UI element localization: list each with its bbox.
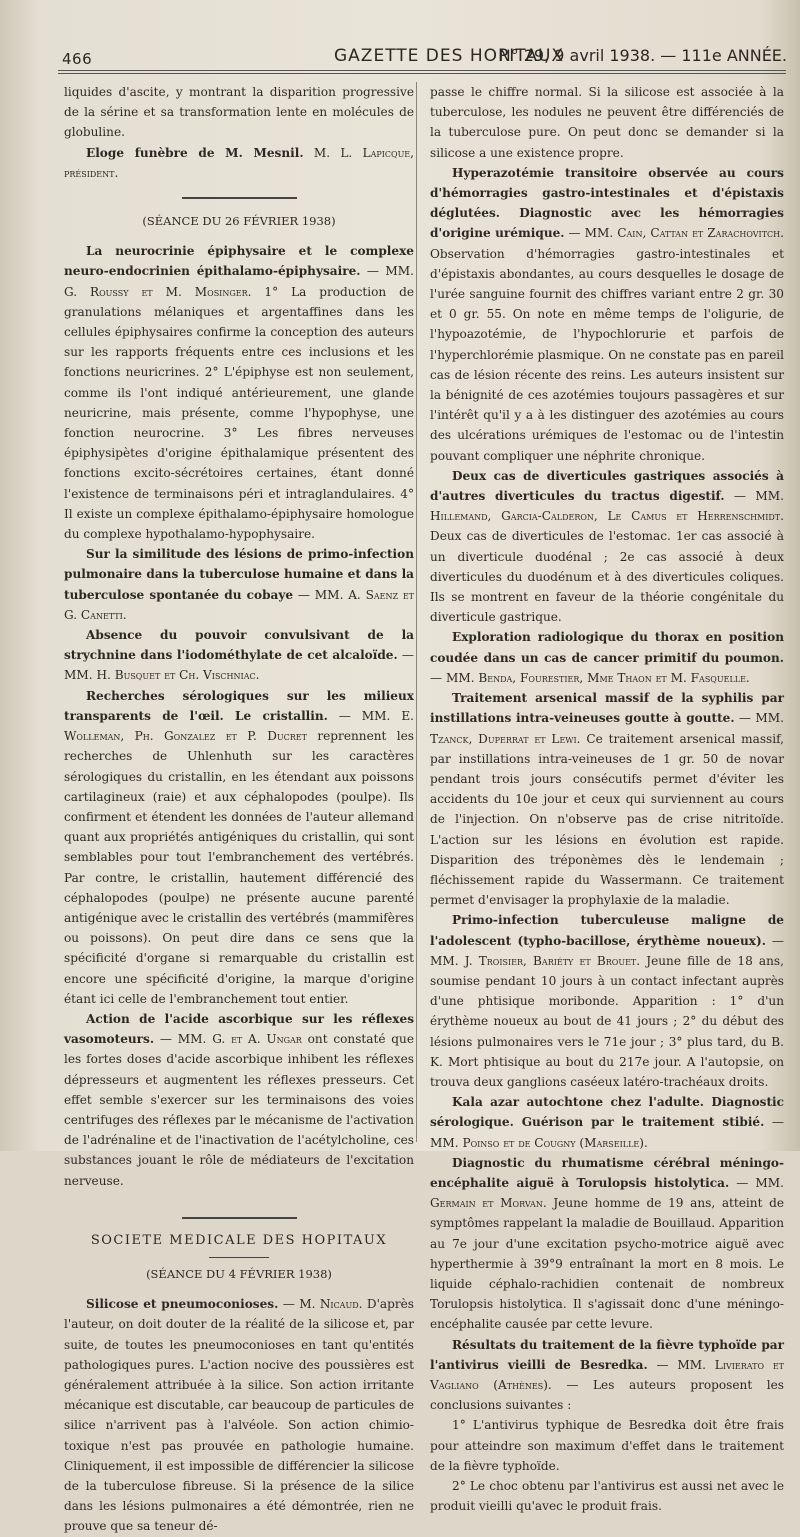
- paragraph: Recherches sérologiques sur les milieux transparents de l'œil. Le cristallin. — MM. E. Wolleman, Ph. Gonzalez et P. Ducret reprennent les recherches de Uhlenhuth sur les caractères sérologiques du cristallin, en les étendant aux poissons cartilagineux (raie) et aux céphalopodes (poulpe). Ils confirment et étendent les données de l'auteur allemand quant aux propriétés antigéniques du cristallin, qui sont semblables pour tout l'embranchement des vertébrés. Par contre, le cristallin, hautement différencié des céphalopodes (poulpe) ne présente aucune parenté antigénique avec le cristallin des vertébrés (mammifères ou poissons). On peut dire dans ce sens que la spécificité d'organe si remarquable du cristallin est encore une spécificité d'origine, la marque d'origine étant ici celle de l'embranchement tout entier.: [64, 688, 415, 1006]
- paragraph: Primo-infection tuberculeuse maligne de l'adolescent (typho-bacillose, érythème noueux). — MM. J. Troisier, Bariéty et Brouet. Jeune fille de 18 ans, soumise pendant 10 jours à un contact infectant auprès d'une phtisique moribonde. Apparition : 1° d'un érythème noueux au bout de 41 jours ; 2° du début des lésions pulmonaires vers le 71e jour ; 3° plus tard, du B. K. Mort phtisique au bout du 217e jour. A l'autopsie, on trouva deux ganglions caséeux latéro-trachéaux droits.: [430, 913, 784, 1089]
- paragraph: Exploration radiologique du thorax en position coudée dans un cas de cancer primitif du poumon. — MM. Benda, Fourestier, Mme Thaon et M. Fasquelle.: [430, 630, 784, 685]
- paragraph: Traitement arsenical massif de la syphilis par instillations intra-veineuses goutte à goutte. — MM. Tzanck, Duperrat et Lewi. Ce traitement arsenical massif, par instillations intra-veineuses de 1 gr. 50 de novar pendant trois jours consécutifs permet d'éviter les accidents du 10e jour et ceux qui surviennent au cours de l'injection. On n'observe pas de crise nitritoïde. L'action sur les lésions en évolution est rapide. Disparition des tréponèmes dès le lendemain ; fléchissement rapide du Wassermann. Ce traitement permet d'envisager la prophylaxie de la maladie.: [430, 691, 784, 908]
- paragraph: 1° L'antivirus typhique de Besredka doit être frais pour atteindre son maximum d'effet dans le traitement de la fièvre typhoïde.: [430, 1418, 784, 1473]
- session-date: (SÉANCE DU 26 FÉVRIER 1938): [142, 214, 336, 229]
- paragraph: Kala azar autochtone chez l'adulte. Diagnostic sérologique. Guérison par le traitement stibié. — MM. Poinso et de Cougny (Marseille).: [430, 1095, 784, 1150]
- right-column: [430, 82, 784, 1514]
- left-column: [64, 82, 415, 1534]
- paragraph: Silicose et pneumoconioses. — M. Nicaud. D'après l'auteur, on doit douter de la réalité de la silicose et, par suite, de toutes les pneumoconioses en tant qu'entités pathologiques pures. L'action nocive des poussières est généralement attribuée à la silice. Son action irritante mécanique est discutable, car beaucoup de particules de silice n'arrivent pas à l'alvéole. Son action chimio-toxique n'est pas prouvée en pathologie humaine. Cliniquement, il est impossible de différencier la silicose de la tuberculose fibreuse. Si la présence de la silice dans les lésions pulmonaires a été démontrée, rien ne prouve que sa teneur dé-: [64, 1297, 414, 1534]
- separator-rule: [182, 197, 297, 199]
- header-rule: [58, 70, 786, 71]
- session-date: (SÉANCE DU 4 FÉVRIER 1938): [146, 1266, 332, 1281]
- society-title: SOCIETE MEDICALE DES HOPITAUX: [90, 1232, 388, 1248]
- page-number: 466: [62, 50, 93, 68]
- paragraph: La neurocrinie épiphysaire et le complexe neuro-endocrinien épithalamo-épiphysaire. — MM. G. Roussy et M. Mosinger. 1° La production de granulations mélaniques et argentaffines dans les cellules épiphysaires confirme la conception des auteurs sur les rapports fréquents entre ces inclusions et les fonctions neuricrines. 2° L'épiphyse est non seulement, comme ils l'ont indiqué antérieurement, une glande neuricrine, mais présente, comme l'hypophyse, une fonction neurocrine. 3° Les fibres nerveuses épiphysipètes d'origine épithalamique présentent des fonctions excito-sécrétoires certaines, étant donné l'existence de terminaisons péri et intraglandulaires. 4° Il existe un complexe épithalamo-épiphysaire homologue du complexe hypothalamo-hypophysaire.: [64, 244, 414, 542]
- separator-rule-short: [209, 1257, 269, 1258]
- paragraph: passe le chiffre normal. Si la silicose est associée à la tuberculose, les nodules ne peuvent être différenciés de la tuberculose pure. On peut donc se demander si la silicose a une existence propre.: [430, 85, 784, 160]
- separator-rule: [182, 1217, 297, 1219]
- paragraph: Action de l'acide ascorbique sur les réflexes vasomoteurs. — MM. G. et A. Ungar ont constaté que les fortes doses d'acide ascorbique inhibent les réflexes dépresseurs et augmentent les réflexes presseurs. Cet effet semble s'exercer sur les terminaisons des voies centrifuges des réflexes par le mécanisme de l'activation de l'adrénaline et de l'inactivation de l'acétylcholine, ces substances jouant le rôle de médiateurs de l'excitation nerveuse.: [64, 1011, 414, 1188]
- paragraph: Diagnostic du rhumatisme cérébral méningo-encéphalite aiguë à Torulopsis histolytica. — MM. Germain et Morvan. Jeune homme de 19 ans, atteint de symptômes rappelant la maladie de Bouillaud. Apparition au 7e jour d'une excitation psycho-motrice aiguë avec hyperthermie à 39°9 entraînant la mort en 8 mois. Le liquide céphalo-rachidien contenait de nombreux Torulopsis histolytica. Il s'agissait donc d'une méningo-encéphalite causée par cette levure.: [430, 1155, 784, 1332]
- paragraph: Résultats du traitement de la fièvre typhoïde par l'antivirus vieilli de Besredka. — MM. Livierato et Vagliano (Athènes). — Les auteurs proposent les conclusions suivantes :: [430, 1337, 784, 1413]
- paragraph: Deux cas de diverticules gastriques associés à d'autres diverticules du tractus digestif. — MM. Hillemand, Garcia-Calderon, Le Camus et Herrenschmidt. Deux cas de diverticules de l'estomac. 1er cas associé à un diverticule duodénal ; 2e cas associé à deux diverticules du duodénum et à des diverticules coliques. Ils se montrent en faveur de la théorie congénitale du diverticule gastrique.: [430, 468, 784, 625]
- journal-title: GAZETTE DES HOPITAUX: [334, 46, 565, 66]
- paragraph: Eloge funèbre de M. Mesnil. M. L. Lapicque, président.: [64, 145, 414, 180]
- paragraph: Hyperazotémie transitoire observée au cours d'hémorragies gastro-intestinales et d'épistaxis déglutées. Diagnostic avec les hémorragies d'origine urémique. — MM. Cain, Cattan et Zarachovitch. Observation d'hémorragies gastro-intestinales et d'épistaxis abondantes, au cours desquelles le dosage de l'urée sanguine fournit des chiffres variant entre 2 gr. 30 et 0 gr. 55. On note en même temps de l'oligurie, de l'hypoazotémie, de l'hypochlorurie et parfois de l'hyperchlorémie plasmique. On ne constate pas en pareil cas de lésion récente des reins. Les auteurs insistent sur la bénignité de ces azotémies toujours passagères et sur l'intérêt qu'il y a à les distinguer des azotémies au cours des ulcérations urémiques de l'estomac ou de l'intestin pouvant compliquer une néphrite chronique.: [430, 165, 784, 463]
- paragraph: liquides d'ascite, y montrant la disparition progressive de la sérine et sa transformation lente en molécules de globuline.: [64, 85, 414, 140]
- paragraph: Sur la similitude des lésions de primo-infection pulmonaire dans la tuberculose humaine et dans la tuberculose spontanée du cobaye — MM. A. Saenz et G. Canetti.: [64, 547, 415, 622]
- header-rule-double: [58, 73, 786, 74]
- issue-info: N° 29, 9 avril 1938. — 111e ANNÉE.: [498, 46, 787, 65]
- paragraph: Absence du pouvoir convulsivant de la strychnine dans l'iodométhylate de cet alcaloïde. — MM. H. Busquet et Ch. Vischniac.: [64, 628, 414, 683]
- page-header: [52, 38, 787, 68]
- column-divider: [416, 82, 417, 1142]
- paragraph: 2° Le choc obtenu par l'antivirus est aussi net avec le produit vieilli qu'avec le produit frais.: [430, 1479, 784, 1514]
